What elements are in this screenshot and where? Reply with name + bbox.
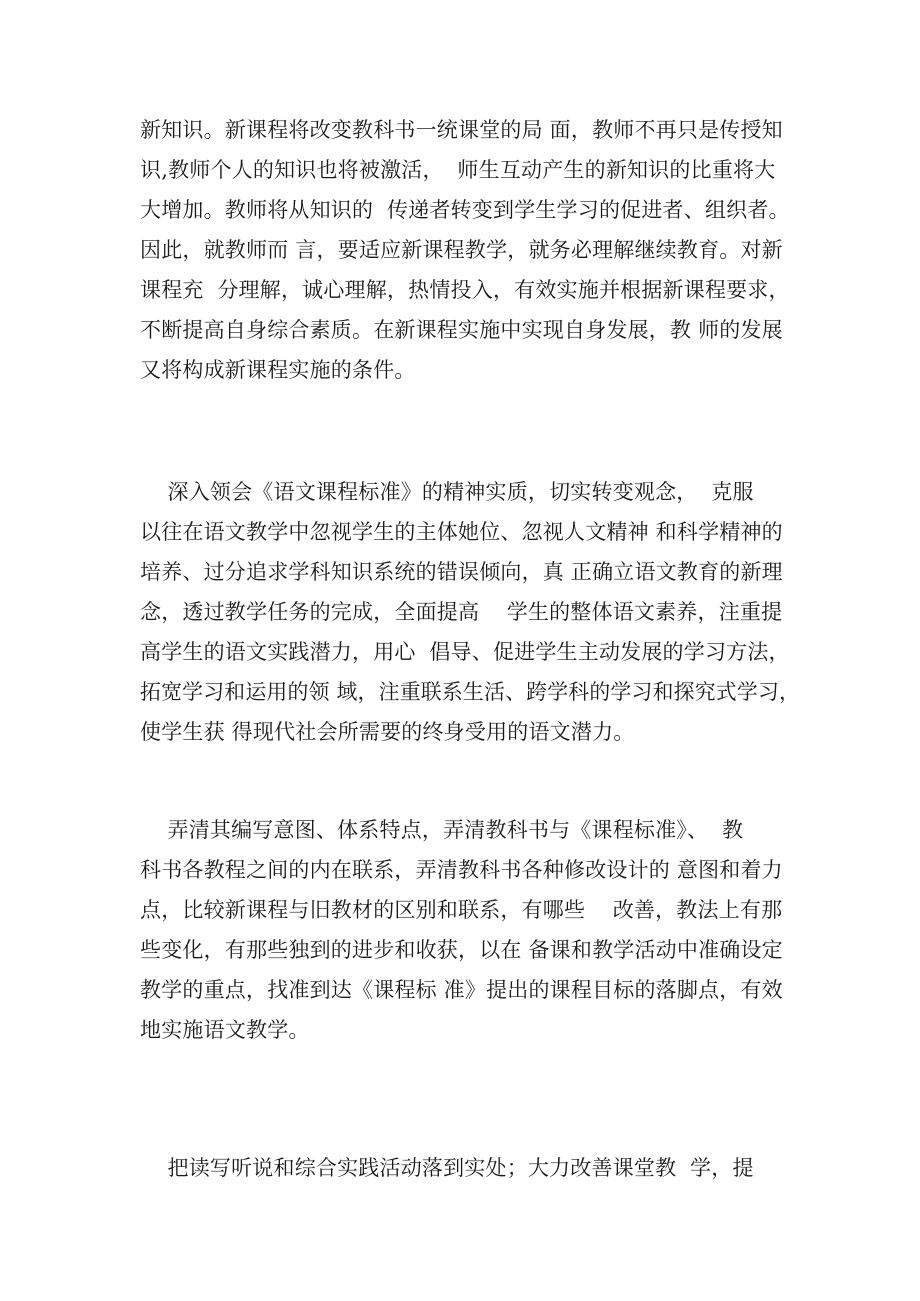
text-line: 又将构成新课程实施的条件。: [140, 358, 416, 382]
text-line: 念，透过教学任务的完成，全面提高 学生的整体语文素养，注重提: [140, 600, 783, 624]
text-line: 些变化，有那些独到的进步和收获，以在 备课和教学活动中准确设定: [140, 938, 783, 962]
text-line: 识,教师个人的知识也将被激活， 师生互动产生的新知识的比重将大: [140, 158, 776, 182]
text-line: 把读写听说和综合实践活动落到实处；大力改善课堂教 学，提: [140, 1156, 754, 1180]
text-line: 点，比较新课程与旧教材的区别和联系，有哪些 改善，教法上有那: [140, 898, 783, 922]
paragraph-teacher-development: [140, 110, 800, 390]
paragraph-curriculum-standard: [140, 472, 800, 752]
text-line: 培养、过分追求学科知识系统的错误倾向，真 正确立语文教育的新理: [140, 560, 783, 584]
text-line: 不断提高自身综合素质。在新课程实施中实现自身发展，教 师的发展: [140, 318, 783, 342]
paragraph-textbook-intent: [140, 810, 800, 1050]
text-line: 因此，就教师而 言，要适应新课程教学，就务必理解继续教育。对新: [140, 238, 783, 262]
paragraph-practice-activities: [140, 1148, 800, 1188]
text-line: 新知识。新课程将改变教科书一统课堂的局 面，教师不再只是传授知: [140, 118, 783, 142]
text-line: 弄清其编写意图、体系特点，弄清教科书与《课程标准》、 教: [140, 818, 744, 842]
text-line: 以往在语文教学中忽视学生的主体她位、忽视人文精神 和科学精神的: [140, 520, 783, 544]
text-line: 课程充 分理解，诚心理解，热情投入，有效实施并根据新课程要求，: [140, 278, 790, 302]
text-line: 大增加。教师将从知识的 传递者转变到学生学习的促进者、组织者。: [140, 198, 790, 222]
text-line: 使学生获 得现代社会所需要的终身受用的语文潜力。: [140, 720, 635, 744]
text-line: 教学的重点，找准到达《课程标 准》提出的课程目标的落脚点，有效: [140, 978, 783, 1002]
text-line: 深入领会《语文课程标准》的精神实质，切实转变观念， 克服: [140, 480, 754, 504]
text-line: 拓宽学习和运用的领 域，注重联系生活、跨学科的学习和探究式学习，: [140, 680, 801, 704]
text-line: 地实施语文教学。: [140, 1018, 310, 1042]
text-line: 科书各教程之间的内在联系，弄清教科书各种修改设计的 意图和着力: [140, 858, 783, 882]
text-line: 高学生的语文实践潜力，用心 倡导、促进学生主动发展的学习方法，: [140, 640, 790, 664]
